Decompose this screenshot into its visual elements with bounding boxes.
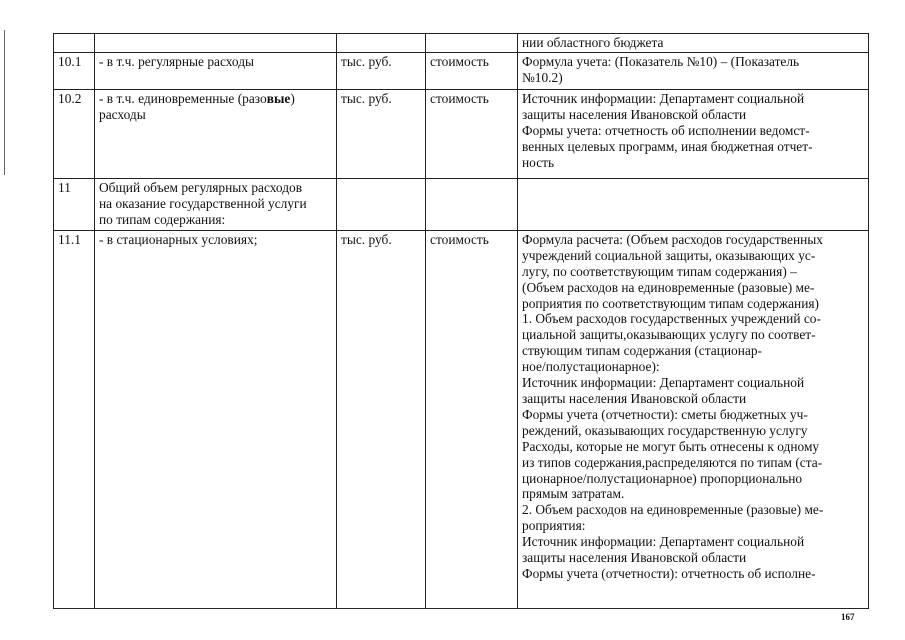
type-cell	[426, 178, 518, 230]
method-line: Формы учета: отчетность об исполнении ведомст-	[522, 122, 810, 138]
method-line: венных целевых программ, иная бюджетная отчет-	[522, 138, 813, 154]
indicator-table	[53, 33, 869, 609]
method-cell	[518, 178, 869, 230]
unit-cell: тыс. руб.	[337, 89, 426, 178]
type-cell: стоимость	[426, 52, 518, 89]
method-cell	[518, 34, 869, 53]
indicator-name-bold-part: вые	[266, 90, 291, 106]
method-line: прямым затратам.	[522, 486, 625, 502]
unit-cell: тыс. руб.	[337, 230, 426, 608]
indicator-name-line: на оказание государственной услуги	[99, 195, 307, 211]
method-line: Формула учета: (Показатель №10) – (Показатель	[522, 53, 800, 69]
method-line: ность	[522, 154, 555, 170]
method-cell	[518, 230, 869, 608]
indicator-name-part: - в т.ч. единовременные (разо	[99, 90, 267, 106]
method-line: ное/полустационарное):	[522, 359, 660, 375]
method-line: Источник информации: Департамент социальной	[522, 534, 805, 550]
indicator-name-cell: - в стационарных условиях;	[95, 230, 337, 608]
indicator-name-cell	[95, 178, 337, 230]
scan-margin-line	[4, 30, 5, 175]
method-line: защиты населения Ивановской области	[522, 106, 747, 122]
type-cell: стоимость	[426, 89, 518, 178]
indicator-name-line: по типам содержания:	[99, 211, 226, 227]
table-row	[54, 89, 869, 178]
indicator-name-line: расходы	[99, 106, 146, 122]
indicator-name-line	[99, 91, 333, 107]
row-number-cell: 11	[54, 178, 95, 230]
method-line: Формула расчета: (Объем расходов государственных	[522, 231, 823, 247]
method-text: нии областного бюджета	[522, 35, 664, 50]
unit-cell: тыс. руб.	[337, 52, 426, 89]
method-line: Формы учета (отчетности): сметы бюджетных уч-	[522, 406, 808, 422]
unit-cell	[337, 34, 426, 53]
method-line: реждений, оказывающих государственную услугу	[522, 422, 808, 438]
row-number-cell	[54, 34, 95, 53]
type-cell	[426, 34, 518, 53]
row-number-cell: 10.1	[54, 52, 95, 89]
method-line: 2. Объем расходов на единовременные (разовые) ме-	[522, 502, 824, 518]
method-line: роприятия:	[522, 518, 586, 534]
method-line: 1. Объем расходов государственных учреждений со-	[522, 311, 821, 327]
row-number-cell: 11.1	[54, 230, 95, 608]
method-line: ствующим типам содержания (стационар-	[522, 343, 762, 359]
indicator-name-cell: - в т.ч. регулярные расходы	[95, 52, 337, 89]
method-line: защиты населения Ивановской области	[522, 550, 747, 566]
unit-cell	[337, 178, 426, 230]
method-line: лугу, по соответствующим типам содержания) –	[522, 263, 797, 279]
type-cell: стоимость	[426, 230, 518, 608]
table-row	[54, 52, 869, 89]
row-number-cell: 10.2	[54, 89, 95, 178]
method-line: (Объем расходов на единовременные (разовые) ме-	[522, 279, 815, 295]
method-line: ционарное/полустационарное) пропорционально	[522, 470, 803, 486]
method-line: Источник информации: Департамент социальной	[522, 90, 805, 106]
indicator-name-line: Общий объем регулярных расходов	[99, 179, 303, 195]
table-row	[54, 178, 869, 230]
table-row	[54, 230, 869, 608]
indicator-name-part: )	[290, 90, 295, 106]
method-line: №10.2)	[522, 69, 563, 85]
method-line: Расходы, которые не могут быть отнесены к одному	[522, 438, 820, 454]
page-number: 167	[841, 612, 855, 622]
method-line: Источник информации: Департамент социальной	[522, 375, 805, 391]
method-line: защиты населения Ивановской области	[522, 390, 747, 406]
method-cell	[518, 52, 869, 89]
indicator-name-cell	[95, 89, 337, 178]
method-line: циальной защиты,оказывающих услугу по соответ-	[522, 327, 816, 343]
table-row	[54, 34, 869, 53]
indicator-name-cell	[95, 34, 337, 53]
method-line: из типов содержания,распределяются по типам (ста-	[522, 454, 823, 470]
method-line: учреждений социальной защиты, оказывающих ус-	[522, 247, 816, 263]
method-line: Формы учета (отчетности): отчетность об исполне-	[522, 565, 816, 581]
method-line: роприятия по соответствующим типам содержания)	[522, 295, 819, 311]
method-cell	[518, 89, 869, 178]
